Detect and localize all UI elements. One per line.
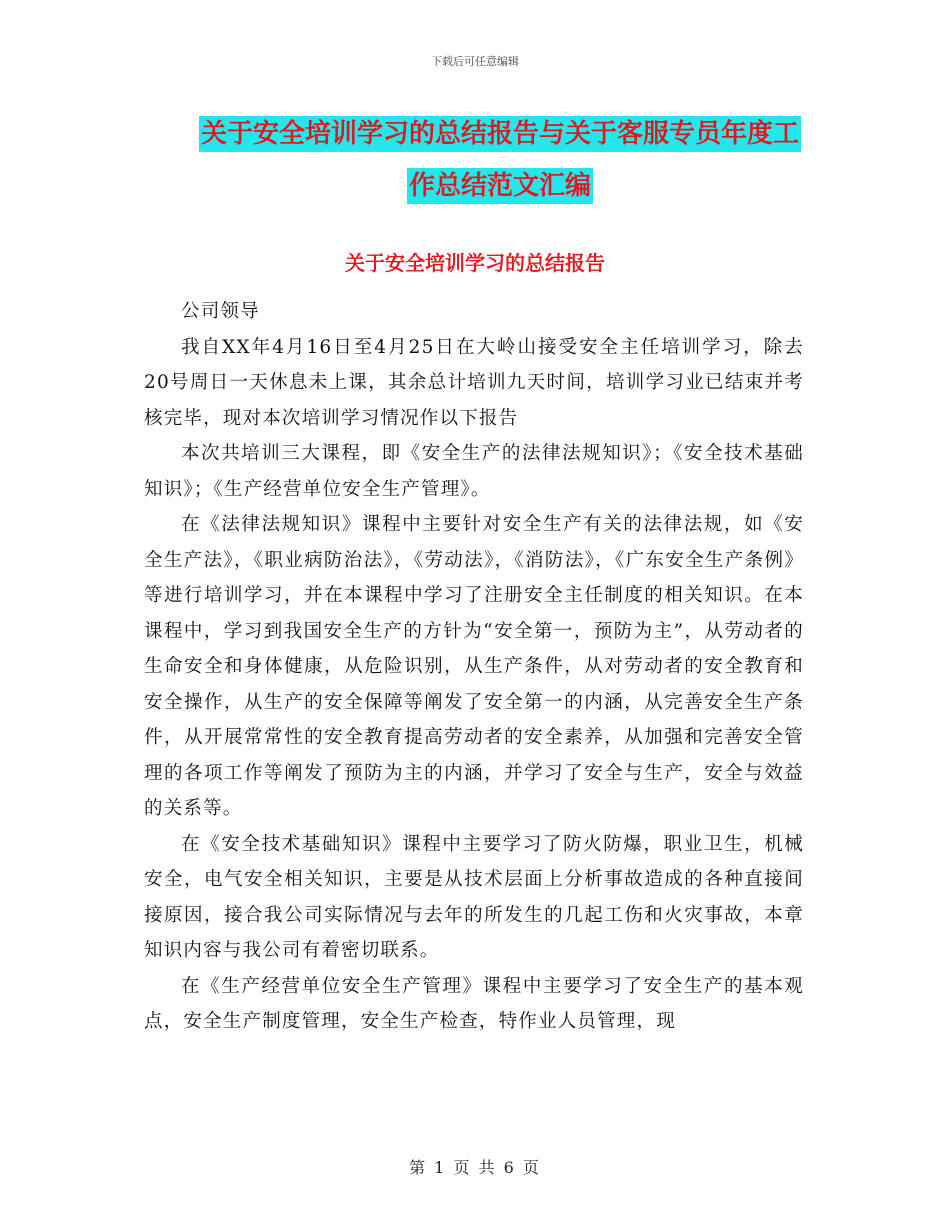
paragraph: 本次共培训三大课程，即《安全生产的法律法规知识》；《安全技术基础知识》；《生产经营单位安全生产管理》。 xyxy=(144,443,804,500)
document-title-line-1: 关于安全培训学习的总结报告与关于客服专员年度工 xyxy=(199,116,801,152)
document-body xyxy=(144,294,804,1040)
paragraph: 我自XX年4月16日至4月25日在大岭山接受安全主任培训学习，除去20号周日一天休息未上课，其余总计培训九天时间，培训学习业已结束并考核完毕，现对本次培训学习情况作以下报告 xyxy=(144,336,804,429)
section-title: 关于安全培训学习的总结报告 xyxy=(345,251,605,275)
paragraph-salutation: 公司领导 xyxy=(181,301,260,322)
paragraph: 在《法律法规知识》课程中主要针对安全生产有关的法律法规，如《安全生产法》，《职业病防治法》，《劳动法》，《消防法》，《广东安全生产条例》等进行培训学习，并在本课程中学习了注册安全主任制度的相关知识。在本课程中，学习到我国安全生产的方针为“安全第一，预防为主”，从劳动者的生命安全和身体健康，从危险识别，从生产条件，从对劳动者的安全教育和安全操作，从生产的安全保障等阐发了安全第一的内涵，从完善安全生产条件，从开展常常性的安全教育提高劳动者的安全素养，从加强和完善安全管理的各项工作等阐发了预防为主的内涵，并学习了安全与生产，安全与效益的关系等。 xyxy=(144,514,804,819)
paragraph: 在《安全技术基础知识》课程中主要学习了防火防爆，职业卫生，机械安全，电气安全相关知识，主要是从技术层面上分析事故造成的各种直接间接原因，接合我公司实际情况与去年的所发生的几起工伤和火灾事故，本章知识内容与我公司有着密切联系。 xyxy=(144,833,804,961)
document-title xyxy=(140,108,860,212)
paragraph: 在《生产经营单位安全生产管理》课程中主要学习了安全生产的基本观点，安全生产制度管理，安全生产检查，特作业人员管理，现 xyxy=(144,975,804,1032)
page-header-note: 下载后可任意编辑 xyxy=(431,55,519,68)
document-title-line-2: 作总结范文汇编 xyxy=(407,168,593,204)
page-number-footer: 第 1 页 共 6 页 xyxy=(409,1158,541,1177)
